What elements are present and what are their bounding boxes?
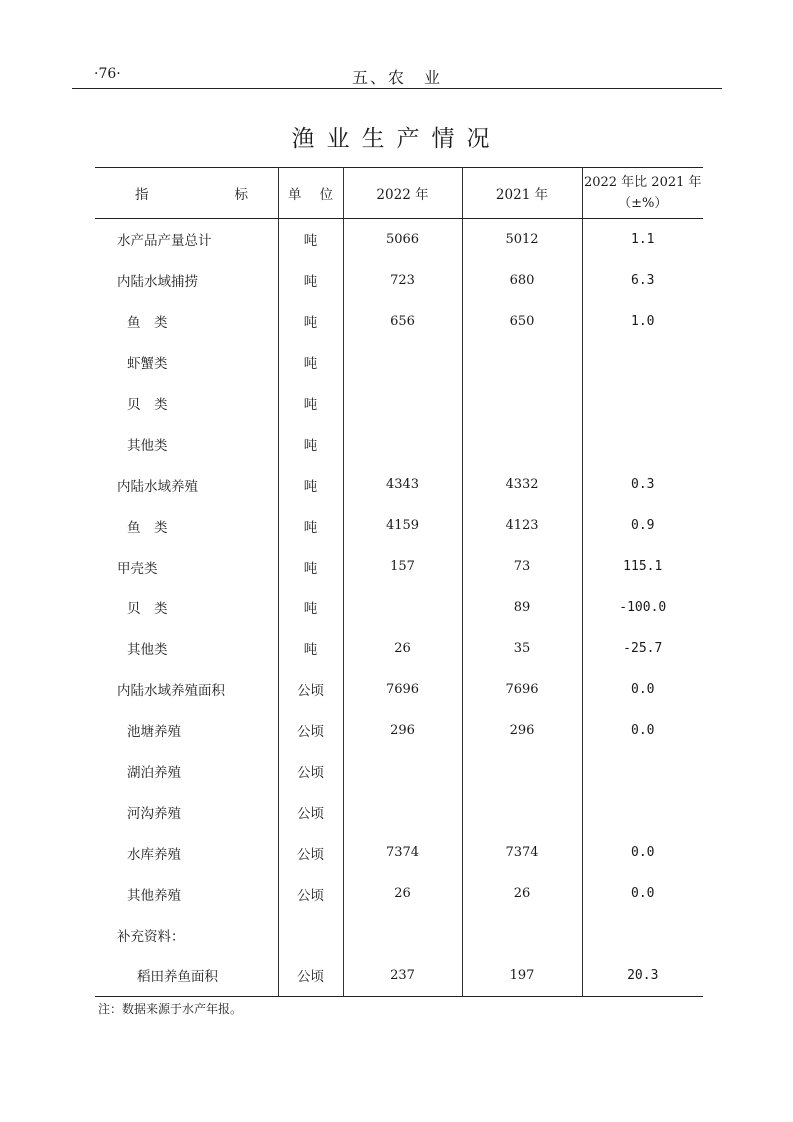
row-value-2021: 197 bbox=[462, 955, 582, 996]
row-value-2022 bbox=[343, 423, 462, 464]
table-row bbox=[95, 832, 703, 873]
row-value-2021 bbox=[462, 791, 582, 832]
row-value-2022: 4159 bbox=[343, 505, 462, 546]
row-change-percent: 115.1 bbox=[623, 559, 663, 575]
table-row bbox=[95, 914, 703, 955]
table-row bbox=[95, 219, 703, 260]
row-indicator: 贝 类 bbox=[95, 383, 278, 424]
row-change-percent: 0.0 bbox=[631, 845, 655, 861]
row-change-percent: 20.3 bbox=[582, 955, 703, 996]
row-change-percent: 0.0 bbox=[631, 722, 655, 738]
row-value-2021: 650 bbox=[462, 301, 582, 342]
row-value-2021 bbox=[462, 751, 582, 792]
row-value-2022 bbox=[343, 342, 462, 383]
row-indicator: 池塘养殖 bbox=[95, 710, 278, 751]
unit-header-char-a: 单 bbox=[288, 187, 302, 203]
row-indicator: 水产品产量总计 bbox=[95, 219, 278, 260]
row-unit: 公顷 bbox=[278, 791, 343, 832]
table-row bbox=[95, 546, 703, 587]
row-value-2021 bbox=[462, 914, 582, 955]
row-value-2021: 73 bbox=[462, 546, 582, 587]
row-unit bbox=[278, 914, 343, 955]
row-change-percent: 0.9 bbox=[631, 518, 655, 534]
change-header-line2: （±%） bbox=[618, 196, 668, 211]
row-unit: 吨 bbox=[278, 505, 343, 546]
row-value-2022: 296 bbox=[343, 710, 462, 751]
table-body bbox=[95, 219, 703, 997]
table-title: 渔业生产情况 bbox=[291, 126, 502, 152]
row-unit: 吨 bbox=[278, 423, 343, 464]
table-row bbox=[95, 260, 703, 301]
row-value-2022: 26 bbox=[343, 873, 462, 914]
table-row bbox=[95, 464, 703, 505]
row-value-2022: 656 bbox=[343, 301, 462, 342]
row-value-2021: 26 bbox=[462, 873, 582, 914]
table-row bbox=[95, 710, 703, 751]
row-indicator: 鱼 类 bbox=[95, 301, 278, 342]
row-unit: 公顷 bbox=[278, 955, 343, 996]
row-value-2022 bbox=[343, 751, 462, 792]
row-value-2022: 723 bbox=[343, 260, 462, 301]
row-unit: 吨 bbox=[278, 546, 343, 587]
indicator-header-char-a: 指 bbox=[135, 187, 149, 203]
row-value-2022: 7374 bbox=[343, 832, 462, 873]
row-value-2022: 5066 bbox=[343, 219, 462, 260]
row-indicator: 河沟养殖 bbox=[95, 791, 278, 832]
table-header-row bbox=[95, 168, 703, 219]
row-value-2021: 4123 bbox=[462, 505, 582, 546]
page-header bbox=[72, 66, 722, 89]
row-change-percent bbox=[582, 791, 703, 832]
row-unit: 吨 bbox=[278, 628, 343, 669]
row-change-percent bbox=[582, 751, 703, 792]
row-indicator: 水库养殖 bbox=[95, 832, 278, 873]
row-value-2021: 35 bbox=[462, 628, 582, 669]
row-value-2021: 296 bbox=[462, 710, 582, 751]
unit-header-char-b: 位 bbox=[319, 187, 333, 203]
row-unit: 吨 bbox=[278, 301, 343, 342]
row-indicator: 鱼 类 bbox=[95, 505, 278, 546]
row-unit: 吨 bbox=[278, 219, 343, 260]
page-number: ·76· bbox=[94, 66, 121, 82]
row-change-percent: -25.7 bbox=[623, 640, 663, 656]
row-indicator: 湖泊养殖 bbox=[95, 751, 278, 792]
change-header-line1: 2022 年比 2021 年 bbox=[583, 175, 702, 190]
row-unit: 吨 bbox=[278, 260, 343, 301]
section-title: 五、农 业 bbox=[351, 68, 442, 87]
row-value-2021: 7696 bbox=[462, 669, 582, 710]
row-indicator: 其他类 bbox=[95, 628, 278, 669]
table-row bbox=[95, 505, 703, 546]
table-row bbox=[95, 791, 703, 832]
row-unit: 公顷 bbox=[278, 669, 343, 710]
row-value-2021: 4332 bbox=[462, 464, 582, 505]
row-value-2021: 7374 bbox=[462, 832, 582, 873]
row-value-2022 bbox=[343, 587, 462, 628]
row-value-2022: 4343 bbox=[343, 464, 462, 505]
table-row bbox=[95, 587, 703, 628]
row-unit: 吨 bbox=[278, 464, 343, 505]
table-row bbox=[95, 955, 703, 996]
row-unit: 吨 bbox=[278, 342, 343, 383]
row-indicator: 甲壳类 bbox=[95, 546, 278, 587]
row-unit: 公顷 bbox=[278, 832, 343, 873]
row-value-2021: 89 bbox=[462, 587, 582, 628]
table-row bbox=[95, 628, 703, 669]
row-change-percent: 6.3 bbox=[631, 272, 655, 288]
row-indicator: 内陆水域捕捞 bbox=[95, 260, 278, 301]
row-value-2021 bbox=[462, 383, 582, 424]
column-header-unit bbox=[278, 168, 343, 219]
row-change-percent bbox=[582, 383, 703, 424]
row-change-percent: 0.0 bbox=[631, 886, 655, 902]
row-indicator: 其他养殖 bbox=[95, 873, 278, 914]
column-header-2021: 2021 年 bbox=[462, 168, 582, 219]
row-change-percent: 0.3 bbox=[631, 477, 655, 493]
table-row bbox=[95, 342, 703, 383]
row-indicator: 内陆水域养殖面积 bbox=[95, 669, 278, 710]
row-indicator: 稻田养鱼面积 bbox=[95, 955, 278, 996]
row-value-2022 bbox=[343, 791, 462, 832]
row-value-2022: 26 bbox=[343, 628, 462, 669]
table-row bbox=[95, 751, 703, 792]
row-change-percent bbox=[582, 423, 703, 464]
row-indicator: 虾蟹类 bbox=[95, 342, 278, 383]
row-unit: 公顷 bbox=[278, 710, 343, 751]
row-indicator: 贝 类 bbox=[95, 587, 278, 628]
row-indicator: 内陆水域养殖 bbox=[95, 464, 278, 505]
row-value-2021: 5012 bbox=[462, 219, 582, 260]
row-change-percent bbox=[582, 914, 703, 955]
row-value-2022 bbox=[343, 383, 462, 424]
fishery-production-table bbox=[95, 167, 703, 997]
table-row bbox=[95, 301, 703, 342]
indicator-header-char-b: 标 bbox=[234, 187, 248, 203]
row-value-2022: 7696 bbox=[343, 669, 462, 710]
row-change-percent: -100.0 bbox=[619, 599, 667, 615]
row-unit: 吨 bbox=[278, 587, 343, 628]
row-value-2021 bbox=[462, 423, 582, 464]
row-indicator: 补充资料： bbox=[95, 914, 278, 955]
row-unit: 公顷 bbox=[278, 751, 343, 792]
row-change-percent: 0.0 bbox=[631, 681, 655, 697]
row-value-2022: 157 bbox=[343, 546, 462, 587]
row-change-percent: 1.1 bbox=[631, 231, 655, 247]
table-row bbox=[95, 669, 703, 710]
row-value-2022 bbox=[343, 914, 462, 955]
table-row bbox=[95, 423, 703, 464]
table-row bbox=[95, 873, 703, 914]
row-unit: 吨 bbox=[278, 383, 343, 424]
row-change-percent: 1.0 bbox=[631, 313, 655, 329]
table-note: 注：数据来源于水产年报。 bbox=[98, 1002, 243, 1016]
row-value-2021 bbox=[462, 342, 582, 383]
row-unit: 公顷 bbox=[278, 873, 343, 914]
row-value-2022: 237 bbox=[343, 955, 462, 996]
column-header-change bbox=[582, 168, 703, 219]
row-change-percent bbox=[582, 342, 703, 383]
column-header-indicator bbox=[95, 168, 278, 219]
row-indicator: 其他类 bbox=[95, 423, 278, 464]
row-value-2021: 680 bbox=[462, 260, 582, 301]
table-row bbox=[95, 383, 703, 424]
column-header-2022: 2022 年 bbox=[343, 168, 462, 219]
